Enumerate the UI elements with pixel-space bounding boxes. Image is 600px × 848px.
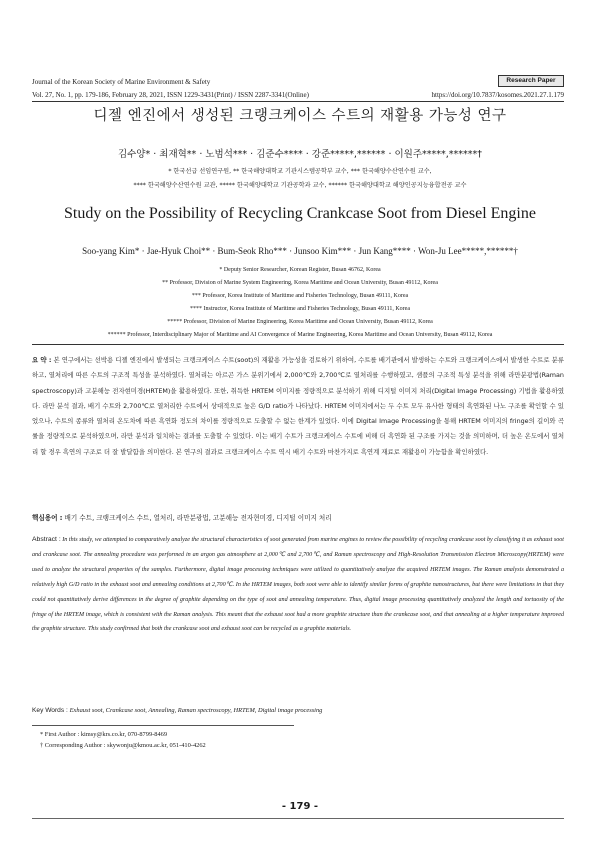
volume-issue-line: Vol. 27, No. 1, pp. 179-186, February 28, 2021, ISSN 1229-3431(Print) / ISSN 2287-3341(Online) — [32, 91, 309, 99]
korean-keywords — [32, 512, 332, 522]
header-rule — [32, 101, 564, 102]
journal-name: Journal of the Korean Society of Marine Environment & Safety — [32, 78, 211, 86]
english-title: Study on the Possibility of Recycling Crankcase Soot from Diesel Engine — [64, 205, 536, 222]
article-type-badge: Research Paper — [498, 75, 564, 87]
english-keywords — [32, 707, 322, 714]
korean-keywords-label: 핵심용어 : — [32, 514, 63, 522]
korean-abstract-text: 본 연구에서는 선박용 디젤 엔진에서 발생되는 크랭크케이스 수트(soot)의 재활용 가능성을 검토하기 위하여, 수트를 배기관에서 발생하는 수트와 크랭크케이스에서 발생한 수트로 분류하고, 열처리에 따른 수트의 구조적 특성을 분석하였다. 열처리는 아르곤 가스 분위기에서 2,000℃와 2,700℃로 열처리를 수행하였고, 샘플의 구조적 특성 분석을 위해 라만분광법(Raman spectroscopy)과 고분해능 전자현미경(HRTEM)을 활용하였다. 또한, 취득한 HRTEM 이미지를 정량적으로 분석하기 위해 디지털 이미지 처리(Digital Image Processing) 기법을 활용하였다. 라만 분석 결과, 배기 수트와 2,700℃로 열처리한 수트에서 상대적으로 높은 G/D ratio가 나타났다. HRTEM 이미지에서는 두 수트 모두 유사한 형태의 흑연화된 나노 구조를 확인할 수 있었으나, 수트의 종류와 열처리 온도차에 따른 흑연화 정도의 차이를 정량적으로 도출할 수 없는 한계가 있었다. 이에 Digital Image Processing을 통해 HRTEM 이미지의 fringe의 길이와 곡률을 정량적으로 분석하였으며, 라만 분석과 일치하는 결과를 도출할 수 있었다. 이는 배기 수트가 크랭크케이스 수트에 비해 더 흑연화 된 구조를 가지는 것을 의미하며, 더 높은 온도에서 열처리 할 경우 흑연의 구조로 더 잘 발달함을 의미한다. 본 연구의 결과로 크랭크케이스 수트 역시 배기 수트와 마찬가지로 흑연계 재료로 재활용이 가능함을 확인하였다. — [32, 356, 564, 456]
english-abstract — [32, 533, 564, 637]
english-abstract-text: In this study, we attempted to comparatively analyze the structural characteristics of soot generated from marine engines to review the possibility of recycling crankcase soot by classifying it as exhaust soot and crankcase soot. The annealing procedure was performed in an argon gas atmosphere at 2,000℃ and 2,700℃, and Raman spectroscopy and High-Resolution Transmission Electron Microscopy(HRTEM) were used to analyze the structural properties of the samples. Furthermore, digital image processing techniques were utilized to quantitatively analyze the acquired HRTEM images. The Raman analysis demonstrated a relatively high G/D ratio in the exhaust soot and annealing conditions at 2,700℃. In the HRTEM images, both soot were able to identify similar forms of graphite nanostructures, but there were limitations in that they could not quantitatively derive differences in the degree of graphite depending on the type of soot and annealing temperature. Thus, digital image processing quantitatively analyzed the length and tortuosity of the fringe of the HRTEM image, which is consistent with the Raman analysis. This meant that the exhaust soot had a more graphite structure than the crankcase soot, and that annealing at a higher temperature improved the graphite structure. This study confirmed that both the crankcase soot and exhaust soot can be recycled as a graphite materials. — [32, 537, 564, 633]
english-affiliation: **** Instructor, Korea Institute of Maritime and Fisheries Technology, Busan 49111, Korea — [189, 306, 410, 312]
english-affiliation: *** Professor, Korea Institute of Maritime and Fisheries Technology, Busan 49111, Korea — [191, 293, 409, 299]
korean-abstract-label: 요 약 : — [32, 356, 52, 364]
page-number: - 179 - — [281, 801, 319, 812]
english-affiliation: ****** Professor, Interdisciplinary Major of Maritime and AI Convergence of Marine Engineering, Korea Maritime and Ocean University, Busan 49112, Korea — [107, 332, 493, 338]
korean-authors: 김수양* · 최재혁** · 노범석*** · 김준수**** · 강준*****,****** · 이원주*****,******† — [117, 149, 483, 160]
korean-affiliation: * 한국선급 선임연구원, ** 한국해양대학교 기관시스템공학부 교수, *** 한국해양수산연수원 교수, — [168, 168, 432, 175]
footer-rule — [32, 818, 564, 819]
english-abstract-label: Abstract : — [32, 536, 61, 543]
corresponding-author-footnote: † Corresponding Author : skywonju@kmou.ac.kr, 051-410-4262 — [40, 742, 206, 749]
korean-title: 디젤 엔진에서 생성된 크랭크케이스 수트의 재활용 가능성 연구 — [93, 108, 507, 124]
english-keywords-text: Exhaust soot, Crankcase soot, Annealing, Raman spectroscopy, HRTEM, Digital image processing — [69, 707, 323, 714]
korean-abstract — [32, 353, 564, 460]
affiliation-rule — [32, 344, 564, 345]
korean-keywords-text: 배기 수트, 크랭크케이스 수트, 열처리, 라만분광법, 고분해능 전자현미경, 디지털 이미지 처리 — [64, 514, 332, 522]
english-affiliation: ** Professor, Division of Marine System Engineering, Korea Maritime and Ocean University, Busan 49112, Korea — [162, 280, 438, 286]
english-authors: Soo-yang Kim* · Jae-Hyuk Choi** · Bum-Seok Rho*** · Junsoo Kim*** · Jun Kang**** · Won-Ju Lee*****,******† — [82, 246, 518, 256]
doi-link[interactable]: https://doi.org/10.7837/kosomes.2021.27.1.179 — [431, 91, 564, 99]
korean-affiliation: **** 한국해양수산연수원 교관, ***** 한국해양대학교 기관공학과 교수, ****** 한국해양대학교 해양인공지능융합전공 교수 — [133, 182, 467, 189]
first-author-footnote: * First Author : kimsy@krs.co.kr, 070-8799-8469 — [40, 731, 168, 738]
english-affiliation: ***** Professor, Division of Marine Engineering, Korea Maritime and Ocean University, Busan 49112, Korea — [167, 319, 433, 325]
english-keywords-label: Key Words : — [32, 707, 68, 714]
footnote-rule — [32, 725, 294, 726]
english-affiliation: * Deputy Senior Researcher, Korean Register, Busan 46762, Korea — [219, 267, 381, 273]
